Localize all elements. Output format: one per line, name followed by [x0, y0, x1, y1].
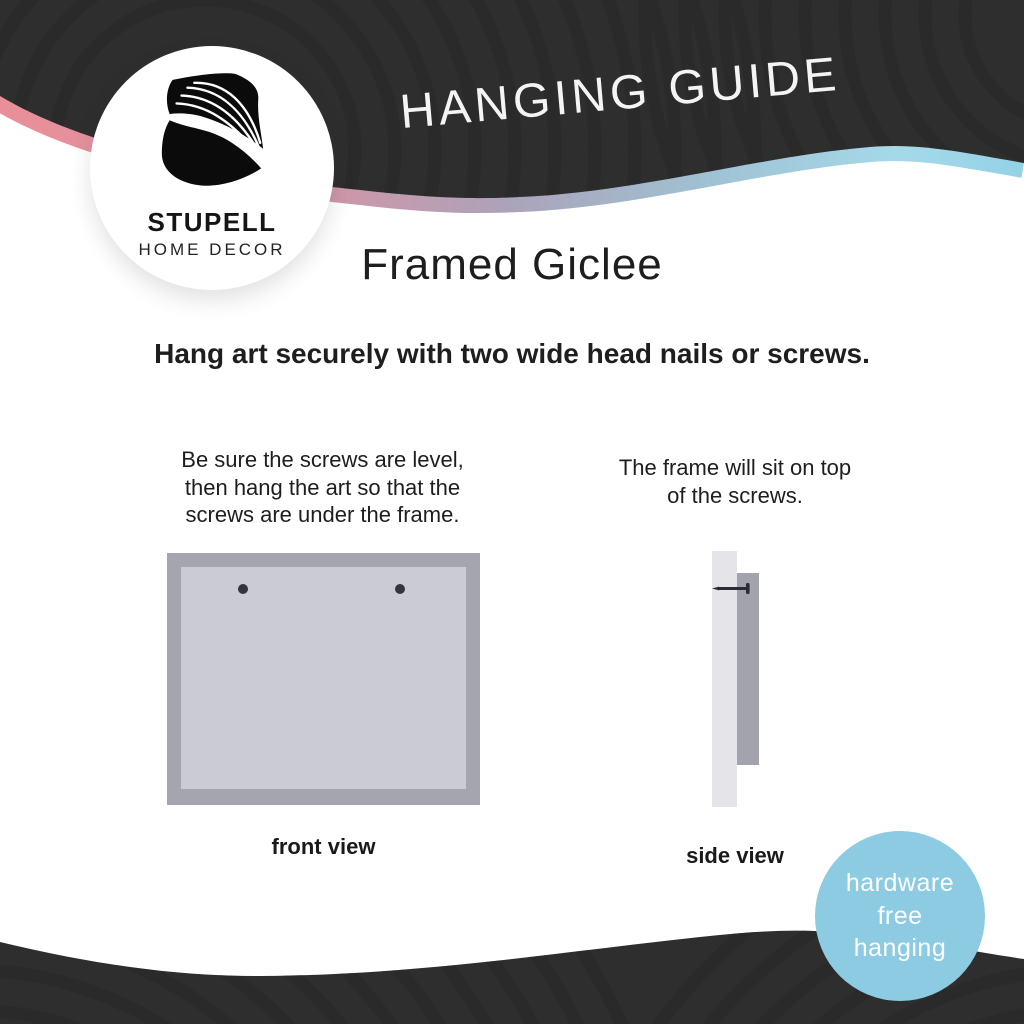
frame-edge-strip	[737, 573, 759, 765]
lead-instruction: Hang art securely with two wide head nails or screws.	[154, 338, 870, 369]
front-view-diagram	[167, 553, 480, 805]
front-note-line: screws are under the frame.	[185, 502, 460, 528]
front-view-caption: front view	[271, 834, 376, 859]
product-type-title: Framed Giclee	[361, 240, 663, 289]
front-note-line: then hang the art so that the	[184, 474, 461, 500]
badge-line: free	[877, 901, 923, 930]
side-note-line: of the screws.	[667, 482, 803, 508]
brand-logo-badge	[90, 46, 334, 290]
side-view-note	[585, 454, 885, 509]
front-note-line: Be sure the screws are level,	[181, 447, 464, 472]
badge-line: hardware	[845, 869, 955, 898]
brand-name: STUPELL	[147, 207, 277, 237]
frame-mat	[181, 567, 466, 789]
hardware-free-badge	[815, 831, 985, 1001]
nail-icon	[711, 581, 753, 596]
brand-tagline: HOME DECOR	[138, 239, 286, 259]
screw-left-icon	[238, 584, 248, 594]
stupell-s-logo-icon	[155, 72, 269, 192]
side-note-line: The frame will sit on top	[618, 455, 852, 480]
screw-right-icon	[395, 584, 405, 594]
side-view-caption: side view	[686, 843, 784, 868]
badge-line: hanging	[853, 934, 947, 963]
front-view-note	[140, 446, 505, 529]
page-title: HANGING GUIDE	[397, 47, 843, 140]
